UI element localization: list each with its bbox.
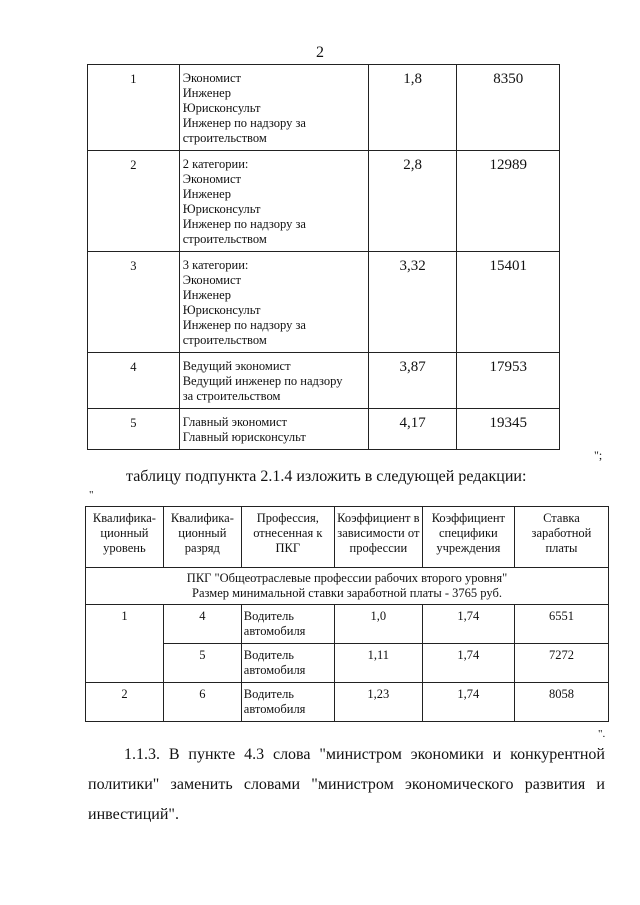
profession-line: Ведущий экономист	[182, 359, 291, 373]
profession-line: Экономист	[182, 71, 241, 85]
profession-line: 3 категории:	[182, 258, 249, 272]
header-rate: Ставка заработной платы	[514, 507, 608, 568]
cell-grade: 5	[163, 644, 241, 683]
cell-coef-institution: 1,74	[422, 605, 514, 644]
cell-level: 5	[88, 409, 180, 450]
cell-level: 3	[88, 252, 180, 353]
cell-level: 2	[86, 683, 164, 722]
header-qualification-level: Квалифика-ционный уровень	[86, 507, 164, 568]
cell-coefficient: 4,17	[368, 409, 457, 450]
cell-grade: 6	[163, 683, 241, 722]
opening-quote: "	[89, 489, 94, 501]
profession-line: Инженер	[182, 187, 231, 201]
profession-line: Главный экономист	[182, 415, 287, 429]
profession-line: Инженер по надзору за	[182, 318, 306, 332]
cell-coef-profession: 1,23	[334, 683, 422, 722]
cell-coef-institution: 1,74	[422, 644, 514, 683]
profession-line: Юрисконсульт	[182, 303, 261, 317]
cell-level: 1	[88, 65, 180, 151]
intro-text: таблицу подпункта 2.1.4 изложить в следующей редакции:	[126, 468, 527, 485]
table-row	[88, 409, 560, 450]
profession-line: Экономист	[182, 172, 241, 186]
profession-line: 2 категории:	[182, 157, 249, 171]
cell-coef-institution: 1,74	[422, 683, 514, 722]
table-row	[88, 353, 560, 409]
cell-coefficient: 3,32	[368, 252, 457, 353]
cell-rate: 19345	[457, 409, 560, 450]
profession-line: строительством	[182, 131, 267, 145]
profession-line: Юрисконсульт	[182, 202, 261, 216]
header-coef-institution: Коэффициент специфики учреждения	[422, 507, 514, 568]
cell-rate: 12989	[457, 151, 560, 252]
cell-coefficient: 3,87	[368, 353, 457, 409]
cell-professions	[179, 65, 368, 151]
cell-profession: Водитель автомобиля	[241, 683, 334, 722]
amendment-paragraph: 1.1.3. В пункте 4.3 слова "министром экономики и конкурентной политики" заменить словами "министром экономического развития и инвестиций".	[88, 746, 605, 823]
profession-line: Инженер по надзору за	[182, 116, 306, 130]
cell-profession: Водитель автомобиля	[241, 644, 334, 683]
cell-grade: 4	[163, 605, 241, 644]
profession-line: Ведущий инженер по надзору	[182, 374, 343, 388]
cell-coef-profession: 1,0	[334, 605, 422, 644]
cell-level: 4	[88, 353, 180, 409]
cell-professions	[179, 353, 368, 409]
group-title: ПКГ "Общеотраслевые профессии рабочих второго уровня"	[186, 571, 508, 585]
header-coef-profession: Коэффициент в зависимости от профессии	[334, 507, 422, 568]
cell-rate: 7272	[514, 644, 608, 683]
cell-rate: 17953	[457, 353, 560, 409]
cell-rate: 8350	[457, 65, 560, 151]
table-row	[86, 683, 609, 722]
profession-line: Инженер	[182, 288, 231, 302]
cell-coef-profession: 1,11	[334, 644, 422, 683]
cell-level: 1	[86, 605, 164, 683]
header-profession: Профессия, отнесенная к ПКГ	[241, 507, 334, 568]
cell-professions	[179, 151, 368, 252]
profession-line: Инженер	[182, 86, 231, 100]
page-number: 2	[316, 44, 324, 61]
cell-level: 2	[88, 151, 180, 252]
table-row	[88, 65, 560, 151]
profession-line: строительством	[182, 333, 267, 347]
cell-coefficient: 2,8	[368, 151, 457, 252]
profession-line: Экономист	[182, 273, 241, 287]
table-header-row	[86, 507, 609, 568]
salary-table-workers	[85, 506, 609, 722]
table-row	[86, 644, 609, 683]
cell-rate: 15401	[457, 252, 560, 353]
salary-table-professions	[87, 64, 560, 450]
profession-line: строительством	[182, 232, 267, 246]
profession-line: Юрисконсульт	[182, 101, 261, 115]
cell-rate: 8058	[514, 683, 608, 722]
cell-profession: Водитель автомобиля	[241, 605, 334, 644]
cell-professions	[179, 252, 368, 353]
group-cell	[86, 568, 609, 605]
group-subtitle: Размер минимальной ставки заработной платы - 3765 руб.	[192, 586, 502, 600]
header-qualification-grade: Квалифика-ционный разряд	[163, 507, 241, 568]
table-row	[88, 252, 560, 353]
closing-quote-2: ".	[598, 728, 606, 740]
profession-line: за строительством	[182, 389, 281, 403]
cell-professions	[179, 409, 368, 450]
closing-quote-1: ";	[594, 448, 603, 462]
table-row	[88, 151, 560, 252]
cell-coefficient: 1,8	[368, 65, 457, 151]
table-row	[86, 605, 609, 644]
profession-line: Главный юрисконсульт	[182, 430, 306, 444]
profession-line: Инженер по надзору за	[182, 217, 306, 231]
cell-rate: 6551	[514, 605, 608, 644]
group-row	[86, 568, 609, 605]
